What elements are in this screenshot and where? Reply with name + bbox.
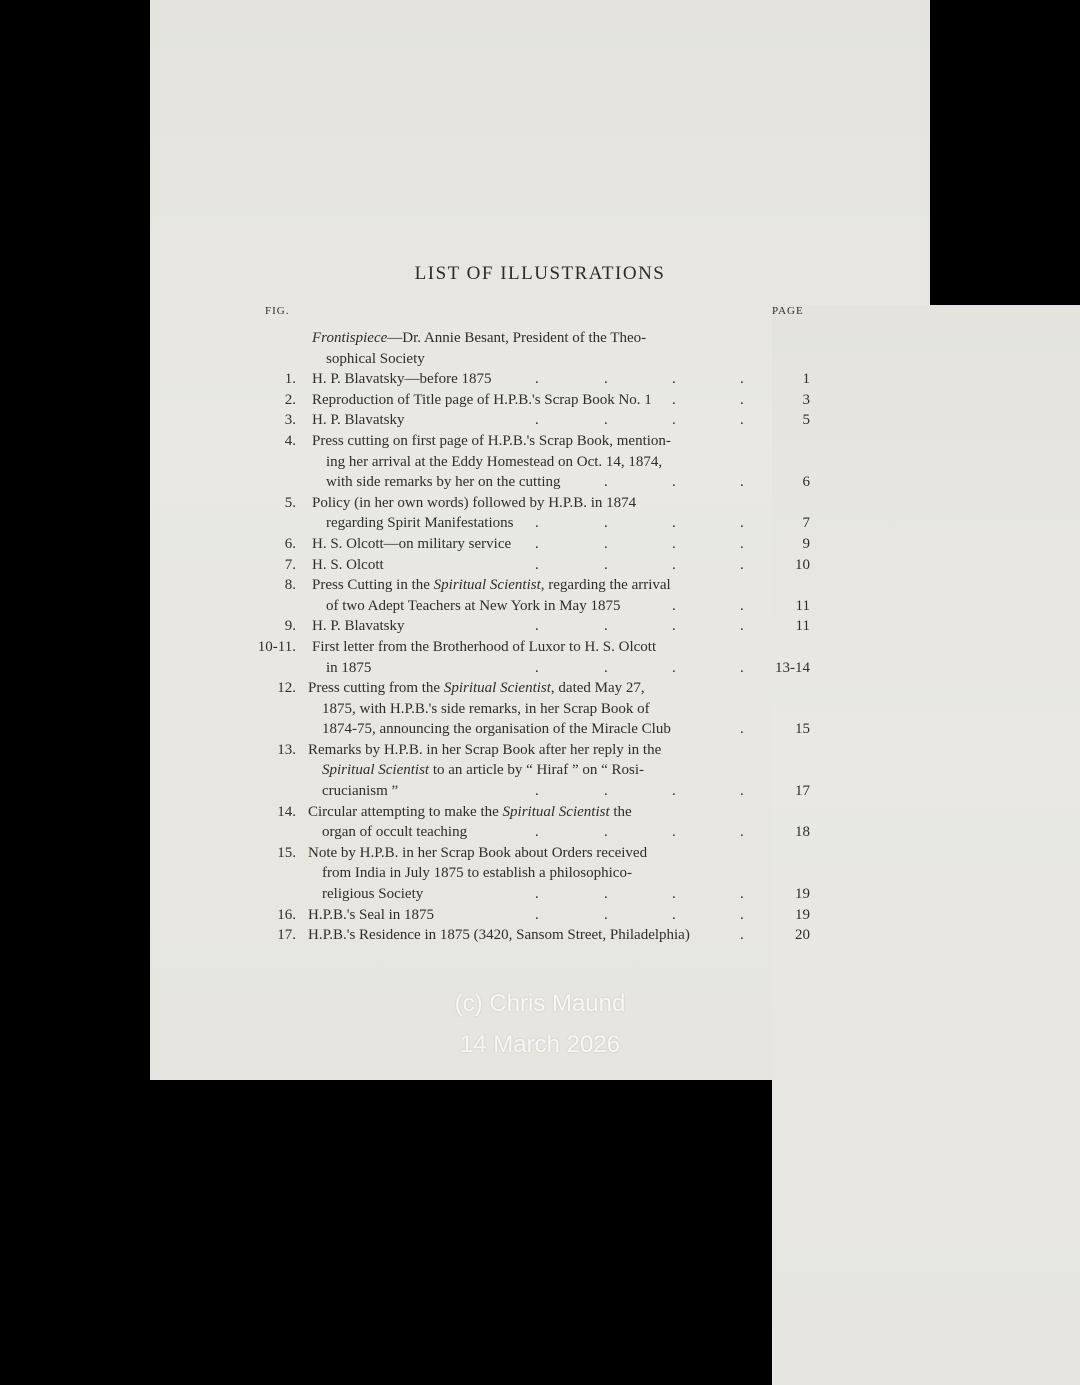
fig-number: 13. xyxy=(277,741,296,758)
page-number: 3 xyxy=(802,391,810,408)
entry-text: organ of occult teaching xyxy=(322,824,468,841)
entry-text: with side remarks by her on the cutting xyxy=(326,474,561,491)
page-number: 7 xyxy=(802,515,810,532)
fig-number: 9. xyxy=(284,618,296,635)
entry-text: Policy (in her own words) followed by H.P.B. in 1874 xyxy=(312,494,637,511)
page-number: 17 xyxy=(795,783,810,800)
watermark-copyright: (c) Chris Maund xyxy=(454,990,626,1017)
fig-number: 15. xyxy=(277,844,296,861)
fig-number: 7. xyxy=(284,556,296,573)
entry-text: in 1875 xyxy=(326,659,372,676)
entry-text: Press cutting from the Spiritual Scientist, dated May 27, xyxy=(308,680,645,697)
page-number: 20 xyxy=(795,927,810,944)
illustrations-list xyxy=(150,328,930,946)
list-item: 4. Press cutting on first page of H.P.B.'s Scrap Book, mention- ing her arrival at the Eddy Homestead on Oct. 14, 1874, with side remarks by her on the cutting . . . 6 xyxy=(150,431,930,493)
list-item: 17. H.P.B.'s Residence in 1875 (3420, Sansom Street, Philadelphia) . 20 xyxy=(150,925,930,946)
fig-number: 4. xyxy=(284,432,296,449)
entry-text: H. P. Blavatsky xyxy=(312,412,405,429)
list-item: 13. Remarks by H.P.B. in her Scrap Book after her reply in the Spiritual Scientist to an article by “ Hiraf ” on “ Rosi- crucianism ” . . . . 17 xyxy=(150,740,930,802)
entry-text: H. S. Olcott xyxy=(312,556,384,573)
entry-text: H. S. Olcott—on military service xyxy=(312,535,512,552)
fig-number: 5. xyxy=(284,494,296,511)
fig-number: 12. xyxy=(277,680,296,697)
entry-text xyxy=(312,328,646,349)
watermark-date: 14 March 2026 xyxy=(459,1031,621,1058)
entry-text: First letter from the Brotherhood of Luxor to H. S. Olcott xyxy=(312,638,657,655)
frontispiece-caption: —Dr. Annie Besant, President of the Theo- xyxy=(387,330,647,346)
page-number: 11 xyxy=(795,597,810,614)
frontispiece-label: Frontispiece xyxy=(312,330,388,346)
page-number: 19 xyxy=(795,886,810,903)
page-number: 10 xyxy=(795,556,810,573)
list-item: 1. H. P. Blavatsky—before 1875 . . . . 1 xyxy=(150,369,930,390)
entry-text: H. P. Blavatsky xyxy=(312,618,405,635)
list-item: 7. H. S. Olcott . . . . 10 xyxy=(150,555,930,576)
entry-text: Reproduction of Title page of H.P.B.'s Scrap Book No. 1 xyxy=(312,391,652,408)
entry-text: H.P.B.'s Seal in 1875 xyxy=(308,906,435,923)
page-number: 19 xyxy=(795,906,810,923)
fig-number: 2. xyxy=(284,391,296,408)
entry-text: crucianism ” xyxy=(322,783,399,800)
fig-number: 6. xyxy=(284,535,296,552)
list-item: 12. Press cutting from the Spiritual Scientist, dated May 27, 1875, with H.P.B.'s side remarks, in her Scrap Book of 1874-75, announcing the organisation of the Miracle Club . 15 xyxy=(150,678,930,740)
book-page xyxy=(150,0,930,1080)
fig-column-header: FIG. xyxy=(265,305,290,317)
list-item: 5. Policy (in her own words) followed by H.P.B. in 1874 regarding Spirit Manifestations . . . . 7 xyxy=(150,493,930,534)
entry-text: Press Cutting in the Spiritual Scientist, regarding the arrival xyxy=(312,577,671,594)
entry-text: Circular attempting to make the Spiritual Scientist the xyxy=(308,803,632,820)
list-item: 9. H. P. Blavatsky . . . . 11 xyxy=(150,616,930,637)
page-title: LIST OF ILLUSTRATIONS xyxy=(414,263,666,284)
page-number: 13-14 xyxy=(775,659,810,676)
entry-text: Press cutting on first page of H.P.B.'s Scrap Book, mention- xyxy=(312,432,671,449)
page-number: 1 xyxy=(802,371,810,388)
entry-text: 1874-75, announcing the organisation of the Miracle Club xyxy=(322,721,671,738)
list-item: 10-11. First letter from the Brotherhood of Luxor to H. S. Olcott in 1875 . . . . 13-14 xyxy=(150,637,930,678)
entry-text: H. P. Blavatsky—before 1875 xyxy=(312,371,492,388)
fig-number: 3. xyxy=(284,412,296,429)
entry-text: from India in July 1875 to establish a philosophico- xyxy=(322,865,632,882)
entry-text: Spiritual Scientist to an article by “ Hiraf ” on “ Rosi- xyxy=(322,762,645,779)
page-number: 18 xyxy=(795,824,810,841)
entry-text: of two Adept Teachers at New York in May 1875 xyxy=(326,597,621,614)
entry-text: H.P.B.'s Residence in 1875 (3420, Sansom Street, Philadelphia) xyxy=(308,927,690,944)
list-item: 16. H.P.B.'s Seal in 1875 . . . . 19 xyxy=(150,905,930,926)
fig-number: 1. xyxy=(284,371,296,388)
list-item: 8. Press Cutting in the Spiritual Scientist, regarding the arrival of two Adept Teachers at New York in May 1875 . . 11 xyxy=(150,575,930,616)
fig-number: 17. xyxy=(277,927,296,944)
page-number: 15 xyxy=(795,721,810,738)
list-item: 15. Note by H.P.B. in her Scrap Book about Orders received from India in July 1875 to establish a philosophico- religious Society . . . . 19 xyxy=(150,843,930,905)
list-item: 2. Reproduction of Title page of H.P.B.'s Scrap Book No. 1 . . 3 xyxy=(150,390,930,411)
list-item xyxy=(150,328,930,369)
entry-text: regarding Spirit Manifestations xyxy=(326,515,514,532)
list-item: 6. H. S. Olcott—on military service . . . . 9 xyxy=(150,534,930,555)
page-number: 9 xyxy=(802,535,810,552)
list-item: 14. Circular attempting to make the Spiritual Scientist the organ of occult teaching . . . . 18 xyxy=(150,802,930,843)
fig-number: 8. xyxy=(284,577,296,594)
list-item: 3. H. P. Blavatsky . . . . 5 xyxy=(150,410,930,431)
fig-number: 16. xyxy=(277,906,296,923)
page-number: 6 xyxy=(802,474,810,491)
entry-text: Remarks by H.P.B. in her Scrap Book after her reply in the xyxy=(308,741,662,758)
page-number: 5 xyxy=(802,412,810,429)
entry-text: religious Society xyxy=(322,886,424,903)
entry-text: Note by H.P.B. in her Scrap Book about Orders received xyxy=(308,844,648,861)
page-column-header: PAGE xyxy=(772,305,1080,1385)
fig-number: 10-11. xyxy=(257,638,296,655)
entry-text: ing her arrival at the Eddy Homestead on Oct. 14, 1874, xyxy=(326,453,663,470)
page-number: 11 xyxy=(795,618,810,635)
fig-number: 14. xyxy=(277,803,296,820)
entry-text: sophical Society xyxy=(326,350,425,367)
entry-text: 1875, with H.P.B.'s side remarks, in her Scrap Book of xyxy=(322,700,650,717)
